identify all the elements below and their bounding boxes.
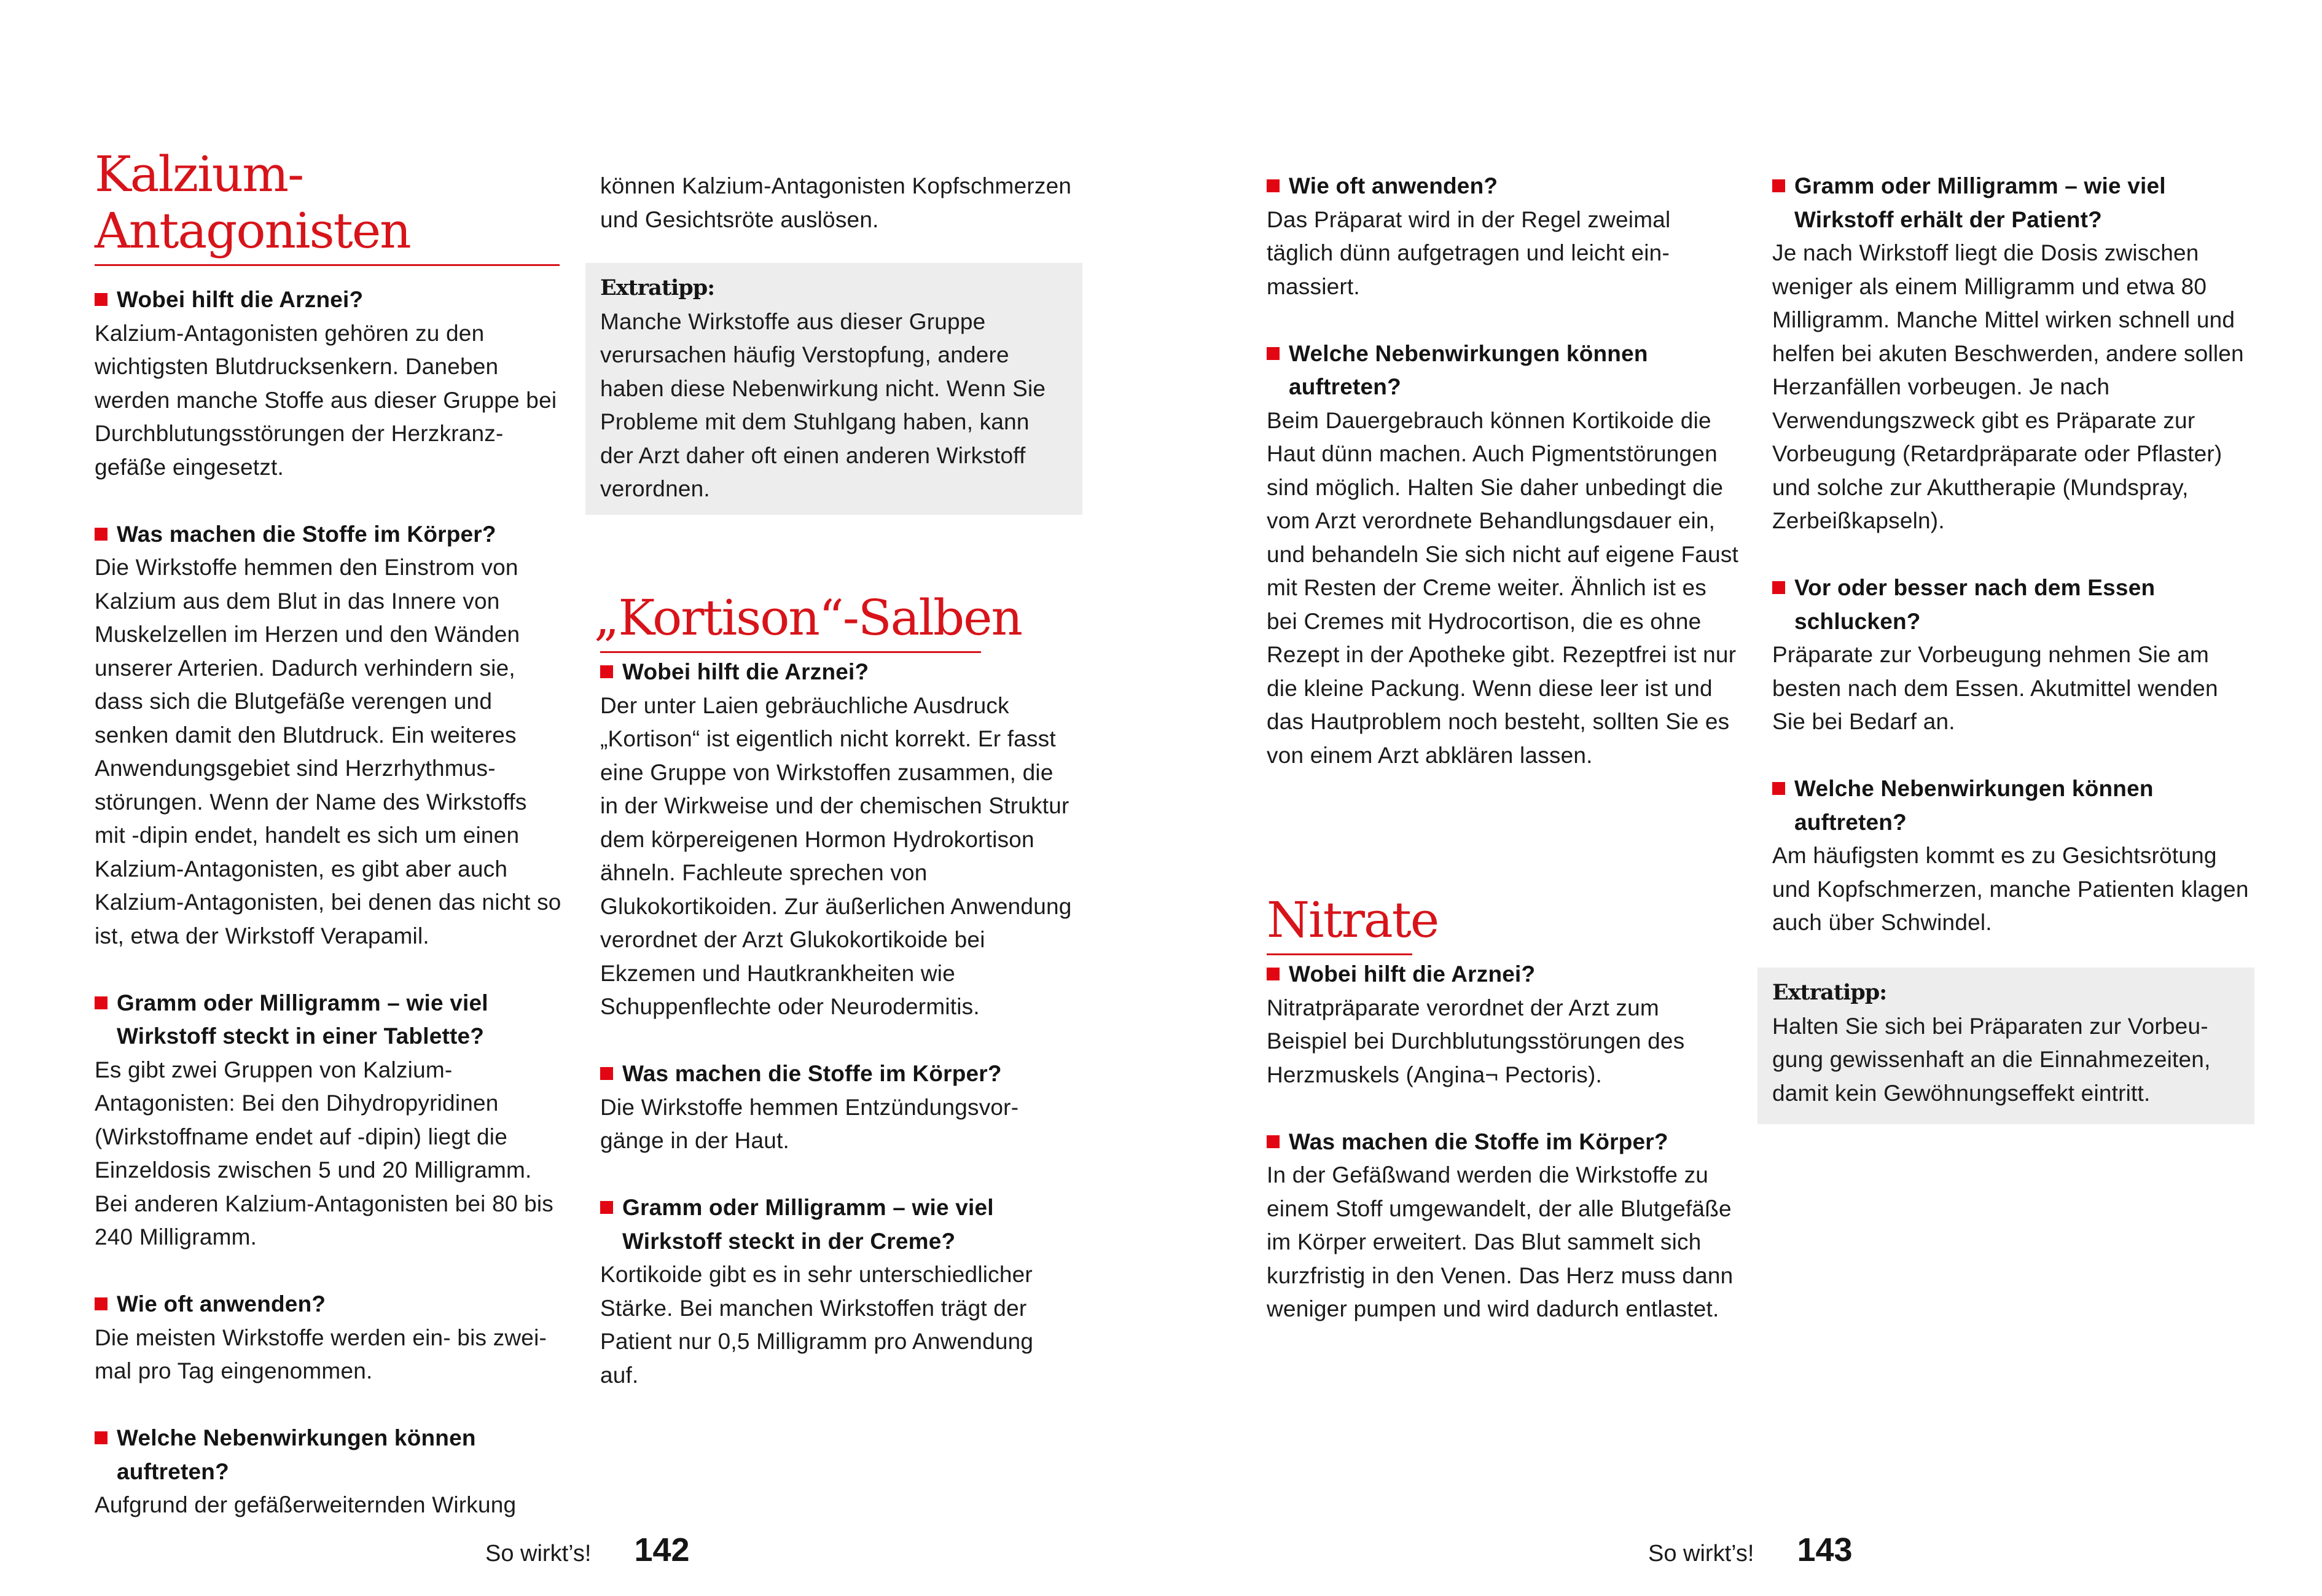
qa-block [600,1191,1073,1392]
red-square-bullet-icon [1267,179,1280,192]
answer-text: Das Präparat wird in der Regel zweimal täglich dünn aufgetragen und leicht einmassiert. [1267,206,1671,299]
question-heading: Was machen die Stoffe im Körper? [600,1057,1073,1091]
red-square-bullet-icon [95,293,108,306]
red-square-bullet-icon [600,1201,613,1214]
red-square-bullet-icon [600,1067,613,1080]
page-number: 143 [1797,1531,1853,1568]
red-square-bullet-icon [95,1297,108,1310]
question-heading: Wie oft anwenden? [1267,170,1740,203]
extratipp-title: Extratipp: [1772,980,1887,1005]
extratipp-box-kalzium [585,263,1082,515]
question-heading: Was machen die Stoffe im Körper? [95,518,561,552]
answer-text: Die Wirkstoffe hemmen den Einstrom von Kalzium aus dem Blut in das Innere von Muskelzellen im Herzen und den Wänden unserer Arterien. Dadurch verhindern sie, dass sich die Blutgefäße verengen und senken damit den Blutdruck. Ein weiteres Anwendungsgebiet sind Herzrhythmusstörungen. Wenn der Name des Wirkstoffs mit -dipin endet, handelt es sich um einen Kalzium-Antagonisten, es gibt aber auch Kalzium-Antagonisten, bei denen das nicht so ist, etwa der Wirkstoff Verapamil. [95,555,561,949]
red-square-bullet-icon [95,528,108,541]
answer-text: Aufgrund der gefäßerweiternden Wirkung [95,1492,517,1517]
answer-text: Kalzium-Antagonisten gehören zu den wichtigsten Blutdrucksenkern. Daneben werden manche Stoffe aus dieser Gruppe bei Durchblutungsstörungen der Herzkranzgefäße eingesetzt. [95,320,557,480]
answer-text: Die Wirkstoffe hemmen Entzündungsvorgänge in der Haut. [600,1094,1019,1153]
question-heading: Gramm oder Milligramm – wie viel Wirkstoff erhält der Patient? [1772,170,2258,237]
section-title-nitrate [1267,892,1740,955]
column-2 [600,170,1073,237]
title-underline [600,651,981,653]
column-1 [95,146,561,1522]
red-square-bullet-icon [1772,581,1785,594]
red-square-bullet-icon [1772,179,1785,192]
qa-block [95,1288,561,1388]
column-2-kortison [594,589,1073,1392]
question-heading: Welche Nebenwirkungen können auftreten? [1267,337,1740,404]
page-number: 142 [634,1531,690,1568]
qa-block [1267,337,1740,773]
qa-block [95,283,561,484]
qa-block [1772,772,2258,940]
heading-kortison-salben: „Kortison“-Salben [594,589,1022,646]
answer-text: Der unter Laien gebräuchliche Ausdruck „Kortison“ ist eigentlich nicht korrekt. Er fasst eine Gruppe von Wirkstoffen zusammen, die in der Wirkweise und der chemischen Struktur dem körpereigenen Hormon Hydrokortison ähneln. Fachleute sprechen von Glukokortikoiden. Zur äußerlichen Anwendung verordnet der Arzt Glukokortikoide bei Ekzemen und Hautkrankheiten wie Schuppenflechte oder Neurodermitis. [600,692,1072,1019]
qa-block [1267,170,1740,303]
red-square-bullet-icon [600,665,613,678]
qa-block [95,1422,561,1522]
question-heading: Welche Nebenwirkungen können auftreten? [1772,772,2258,839]
question-heading: Gramm oder Milligramm – wie viel Wirkstoff steckt in einer Tablette? [95,987,561,1054]
heading-nitrate: Nitrate [1267,891,1439,949]
column-3 [1267,170,1740,806]
question-heading: Wobei hilft die Arznei? [600,655,1073,689]
question-heading: Was machen die Stoffe im Körper? [1267,1125,1740,1159]
extratipp-box-nitrate [1757,968,2254,1124]
extratipp-text: Manche Wirkstoffe aus dieser Gruppe verursachen häufig Verstopfung, andere haben diese Nebenwirkung nicht. Wenn Sie Probleme mit dem Stuhlgang haben, kann der Arzt daher oft einen anderen Wirkstoff verordnen. [600,308,1046,501]
page-footer-left [485,1531,690,1569]
red-square-bullet-icon [95,1431,108,1444]
qa-block [600,655,1073,1024]
answer-text: Es gibt zwei Gruppen von Kalzium-Antagonisten: Bei den Dihydropyridinen (Wirkstoffname endet auf -dipin) liegt die Einzeldosis zwischen 5 und 20 Milligramm. Bei anderen Kalzium-Antagonisten bei 80 bis 240 Milligramm. [95,1057,554,1250]
extratipp-text: Halten Sie sich bei Präparaten zur Vorbeugung gewissenhaft an die Einnahmezeiten, damit kein Gewöhnungseffekt eintritt. [1772,1013,2211,1106]
answer-text: Je nach Wirkstoff liegt die Dosis zwischen weniger als einem Milligramm und etwa 80 Milligramm. Manche Mittel wirken schnell und helfen bei akuten Beschwerden, andere sollen Herzanfällen vorbeugen. Je nach Verwendungszweck gibt es Präparate zur Vorbeugung (Retardpräparate oder Pflaster) und solche zur Akuttherapie (Mundspray, Zerbeißkapseln). [1772,240,2244,533]
red-square-bullet-icon [95,996,108,1009]
red-square-bullet-icon [1267,1135,1280,1148]
red-square-bullet-icon [1267,968,1280,980]
qa-block [1267,1125,1740,1326]
question-heading: Wie oft anwenden? [95,1288,561,1321]
answer-text: Am häufigsten kommt es zu Gesichtsrötung und Kopfschmerzen, manche Patienten klagen auch über Schwindel. [1772,843,2249,935]
answer-text: Beim Dauergebrauch können Kortikoide die Haut dünn machen. Auch Pigmentstörungen sind möglich. Halten Sie daher unbedingt die vom Arzt verordnete Behandlungsdauer ein, und behandeln Sie sich nicht auf eigene Faust mit Resten der Creme weiter. Ähnlich ist es bei Cremes mit Hydrocortison, die es ohne Rezept in der Apotheke gibt. Rezeptfrei ist nur die kleine Packung. Wenn diese leer ist und das Hautproblem noch besteht, sollten Sie es von einem Arzt abklären lassen. [1267,407,1739,768]
heading-kalzium-antagonisten: Kalzium-Antagonisten [95,146,410,259]
answer-text: Die meisten Wirkstoffe werden ein- bis zweimal pro Tag eingenommen. [95,1324,547,1383]
qa-block [95,518,561,953]
column-3-nitrate [1267,892,1740,1326]
title-underline [95,264,560,266]
column-4 [1772,170,2258,940]
question-heading: Gramm oder Milligramm – wie viel Wirkstoff steckt in der Creme? [600,1191,1073,1258]
question-heading: Wobei hilft die Arznei? [95,283,561,317]
answer-text: Präparate zur Vorbeugung nehmen Sie am besten nach dem Essen. Akutmittel wenden Sie bei Bedarf an. [1772,642,2218,734]
page-footer-right [1648,1531,1853,1569]
qa-block [1267,958,1740,1092]
question-heading: Vor oder besser nach dem Essen schlucken? [1772,571,2258,638]
answer-text: Nitratpräparate verordnet der Arzt zum Beispiel bei Durchblutungsstörungen des Herzmuskels (Angina¬ Pectoris). [1267,995,1685,1087]
section-title-kortison [594,590,1073,653]
continued-text: können Kalzium-Antagonisten Kopfschmerzen und Gesichtsröte auslösen. [600,173,1072,232]
qa-block [600,1057,1073,1158]
qa-block [95,987,561,1254]
running-title: So wirkt’s! [485,1541,592,1567]
section-title-kalzium [95,146,561,266]
answer-text: In der Gefäßwand werden die Wirkstoffe zu einem Stoff umgewandelt, der alle Blutgefäße im Körper erweitert. Das Blut sammelt sich kurzfristig in den Venen. Das Herz muss dann weniger pumpen und wird dadurch entlastet. [1267,1162,1734,1321]
qa-block [1772,170,2258,538]
question-heading: Welche Nebenwirkungen können auftreten? [95,1422,561,1488]
qa-block [1772,571,2258,739]
red-square-bullet-icon [1772,782,1785,795]
extratipp-title: Extratipp: [600,275,715,300]
title-underline [1267,953,1412,955]
running-title: So wirkt’s! [1648,1541,1754,1567]
red-square-bullet-icon [1267,347,1280,360]
answer-text: Kortikoide gibt es in sehr unterschiedlicher Stärke. Bei manchen Wirkstoffen trägt der Patient nur 0,5 Milligramm pro Anwendung auf. [600,1262,1034,1388]
question-heading: Wobei hilft die Arznei? [1267,958,1740,992]
